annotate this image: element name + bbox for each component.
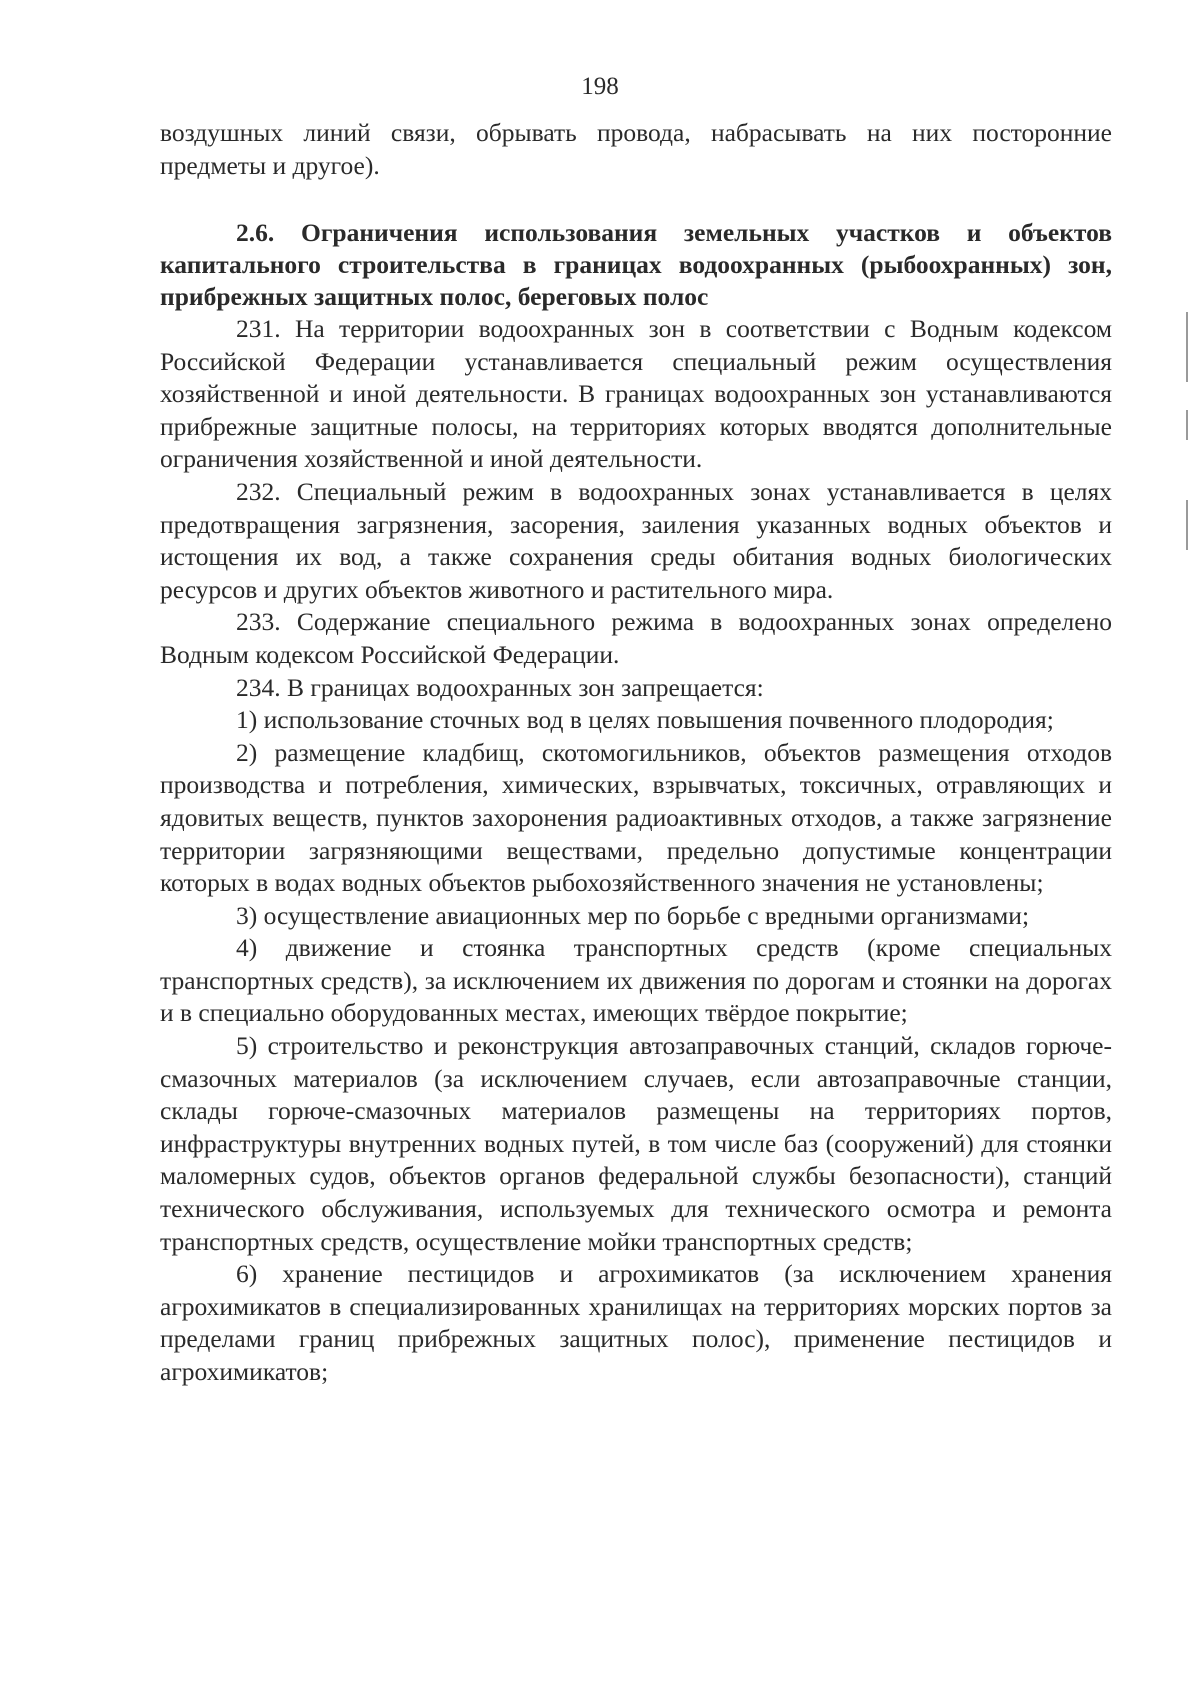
list-item-1: 1) использование сточных вод в целях повышения почвенного плодородия; bbox=[236, 705, 1054, 735]
list-item-6: 6) хранение пестицидов и агрохимикатов (за исключением хранения агрохимикатов в специализированных хранилищах на территориях морских портов за пределами границ прибрежных защитных полос), применение пестицидов и агрохимикатов; bbox=[160, 1259, 1112, 1386]
section-heading: 2.6. Ограничения использования земельных участков и объектов капитального строительства в границах водоохранных (рыбоохранных) зон, прибрежных защитных полос, береговых полос bbox=[160, 218, 1112, 311]
section-2-6 bbox=[160, 217, 1112, 1389]
scan-edge-mark bbox=[1186, 500, 1188, 550]
list-item-5: 5) строительство и реконструкция автозаправочных станций, складов горюче-смазочных материалов (за исключением случаев, если автозаправочные станции, склады горюче-смазочных материалов размещены на территориях портов, инфраструктуры внутренних водных путей, в том числе баз (сооружений) для стоянки маломерных судов, объектов органов федеральной службы безопасности), станций технического обслуживания, используемых для технического осмотра и ремонта транспортных средств, осуществление мойки транспортных средств; bbox=[160, 1031, 1112, 1256]
list-item-2: 2) размещение кладбищ, скотомогильников, объектов размещения отходов производства и потребления, химических, взрывчатых, токсичных, отравляющих и ядовитых веществ, пунктов захоронения радиоактивных отходов, а также загрязнение территории загрязняющими веществами, предельно допустимые концентрации которых в водах водных объектов рыбохозяйственного значения не установлены; bbox=[160, 737, 1112, 898]
paragraph-233: 233. Содержание специального режима в водоохранных зонах определено Водным кодексом Российской Федерации. bbox=[160, 607, 1112, 669]
scan-edge-mark bbox=[1186, 410, 1188, 440]
list-item-4: 4) движение и стоянка транспортных средств (кроме специальных транспортных средств), за исключением их движения по дорогам и стоянки на дорогах и в специально оборудованных местах, имеющих твёрдое покрытие; bbox=[160, 933, 1112, 1028]
scan-edge-mark bbox=[1186, 312, 1188, 382]
list-item-3: 3) осуществление авиационных мер по борьбе с вредными организмами; bbox=[236, 900, 1030, 930]
page-number: 198 bbox=[581, 73, 619, 100]
paragraph-232: 232. Специальный режим в водоохранных зонах устанавливается в целях предотвращения загрязнения, засорения, заиления указанных водных объектов и истощения их вод, а также сохранения среды обитания водных биологических ресурсов и других объектов животного и растительного мира. bbox=[160, 476, 1112, 604]
intro-text: воздушных линий связи, обрывать провода, набрасывать на них посторонние предметы и другое). bbox=[160, 118, 1112, 180]
paragraph-234: 234. В границах водоохранных зон запрещается: bbox=[236, 672, 764, 702]
intro-paragraph bbox=[160, 117, 1112, 182]
paragraph-231: 231. На территории водоохранных зон в соответствии с Водным кодексом Российской Федерации устанавливается специальный режим осуществления хозяйственной и иной деятельности. В границах водоохранных зон устанавливаются прибрежные защитные полосы, на территориях которых вводятся дополнительные ограничения хозяйственной и иной деятельности. bbox=[160, 314, 1112, 474]
